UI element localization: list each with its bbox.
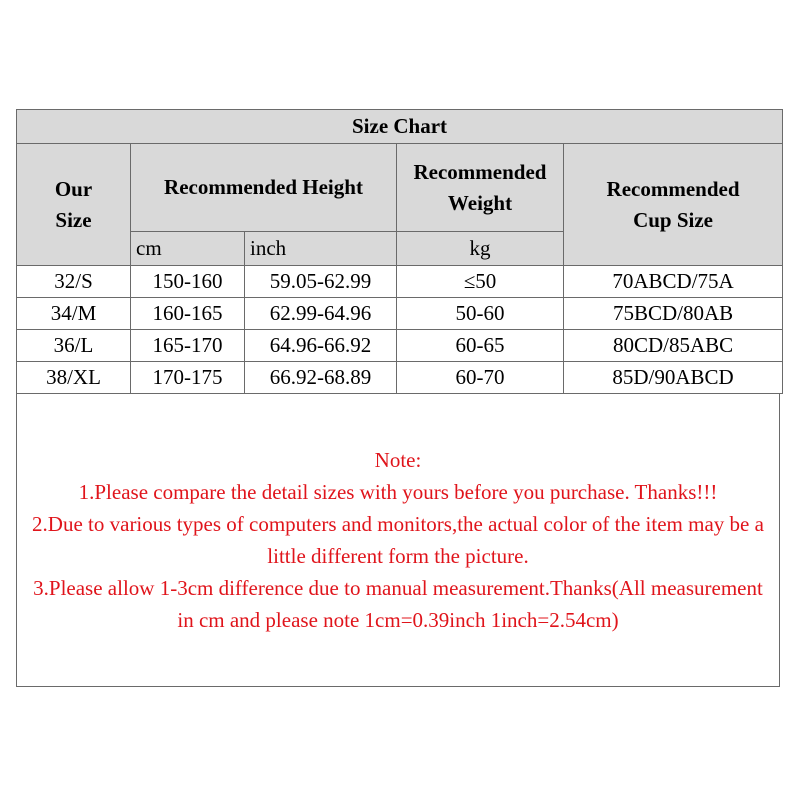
header-our-size-line2: Size (55, 207, 92, 232)
cell-cm: 150-160 (131, 266, 245, 298)
note-line-1: 1.Please compare the detail sizes with yours before you purchase. Thanks!!! (78, 480, 718, 504)
unit-inch: inch (245, 232, 397, 266)
note-heading: Note: (374, 448, 422, 472)
cell-cm: 170-175 (131, 362, 245, 394)
cell-cup: 75BCD/80AB (564, 298, 783, 330)
cell-weight: ≤50 (397, 266, 564, 298)
cell-size: 36/L (17, 330, 131, 362)
header-cup-line2: Cup Size (633, 207, 713, 232)
cell-size: 32/S (17, 266, 131, 298)
cell-cup: 80CD/85ABC (564, 330, 783, 362)
cell-cm: 165-170 (131, 330, 245, 362)
note-line-3: 3.Please allow 1-3cm difference due to manual measurement.Thanks(All measurement in cm and please note 1cm=0.39inch 1inch=2.54cm) (33, 576, 763, 632)
note-line-2: 2.Due to various types of computers and monitors,the actual color of the item may be a little different form the picture. (32, 512, 764, 568)
header-weight-line1: Recommended (413, 159, 547, 184)
cell-weight: 50-60 (397, 298, 564, 330)
table-row (17, 362, 783, 394)
unit-cm: cm (131, 232, 245, 266)
header-cup-size (564, 144, 783, 266)
unit-kg: kg (397, 232, 564, 266)
size-chart-table (16, 109, 783, 394)
header-our-size (17, 144, 131, 266)
header-weight (397, 144, 564, 232)
cell-weight: 60-70 (397, 362, 564, 394)
cell-size: 34/M (17, 298, 131, 330)
chart-title: Size Chart (17, 110, 783, 144)
cell-inch: 62.99-64.96 (245, 298, 397, 330)
note-box (16, 394, 780, 687)
cell-weight: 60-65 (397, 330, 564, 362)
cell-inch: 59.05-62.99 (245, 266, 397, 298)
header-weight-line2: Weight (447, 190, 513, 215)
header-height: Recommended Height (131, 144, 397, 232)
table-row (17, 298, 783, 330)
table-row (17, 330, 783, 362)
table-row (17, 266, 783, 298)
cell-inch: 64.96-66.92 (245, 330, 397, 362)
header-our-size-line1: Our (54, 176, 93, 201)
header-cup-line1: Recommended (606, 176, 740, 201)
cell-inch: 66.92-68.89 (245, 362, 397, 394)
cell-size: 38/XL (17, 362, 131, 394)
cell-cup: 85D/90ABCD (564, 362, 783, 394)
cell-cm: 160-165 (131, 298, 245, 330)
cell-cup: 70ABCD/75A (564, 266, 783, 298)
